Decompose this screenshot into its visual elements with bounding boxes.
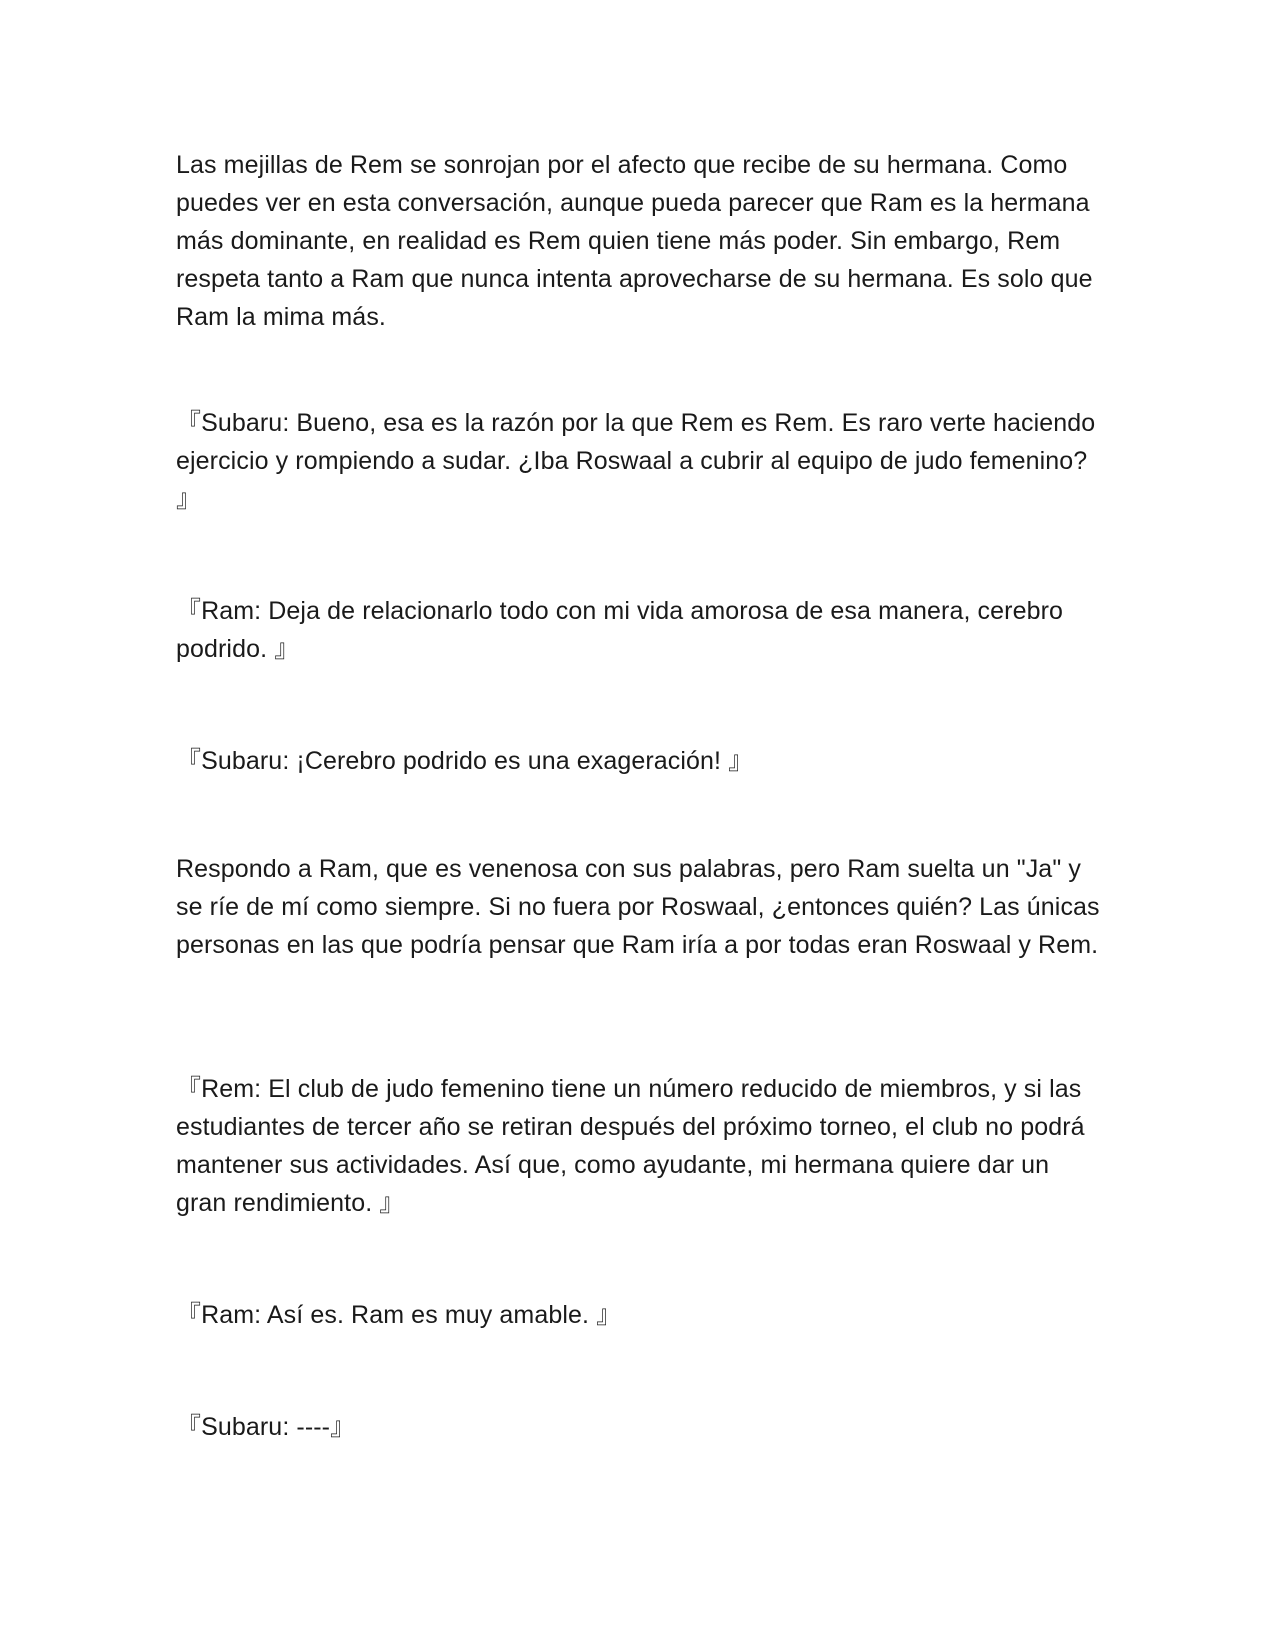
dialogue-line-ram: 『Ram: Deja de relacionarlo todo con mi vida amorosa de esa manera, cerebro podrido. 』	[176, 597, 1064, 663]
dialogue-line-rem: 『Rem: El club de judo femenino tiene un número reducido de miembros, y si las estudiantes de tercer año se retiran después del próximo torneo, el club no podrá mantener sus actividades. Así que, como ayudante, mi hermana quiere dar un gran rendimiento. 』	[176, 1075, 1085, 1217]
dialogue-line-subaru: 『Subaru: ¡Cerebro podrido es una exageración! 』	[176, 747, 754, 775]
dialogue-line-ram: 『Ram: Así es. Ram es muy amable. 』	[176, 1301, 622, 1329]
dialogue-line-subaru: 『Subaru: Bueno, esa es la razón por la que Rem es Rem. Es raro verte haciendo ejercicio y rompiendo a sudar. ¿Iba Roswaal a cubrir al equipo de judo femenino? 』	[176, 409, 1096, 513]
narration-paragraph: Respondo a Ram, que es venenosa con sus palabras, pero Ram suelta un "Ja" y se ríe de mí como siempre. Si no fuera por Roswaal, ¿entonces quién? Las únicas personas en las que podría pensar que Ram iría a por todas eran Roswaal y Rem.	[176, 855, 1100, 959]
narration-paragraph: Las mejillas de Rem se sonrojan por el afecto que recibe de su hermana. Como puedes ver en esta conversación, aunque pueda parecer que Ram es la hermana más dominante, en realidad es Rem quien tiene más poder. Sin embargo, Rem respeta tanto a Ram que nunca intenta aprovecharse de su hermana. Es solo que Ram la mima más.	[176, 151, 1093, 331]
dialogue-line-subaru: 『Subaru: ----』	[176, 1413, 356, 1441]
